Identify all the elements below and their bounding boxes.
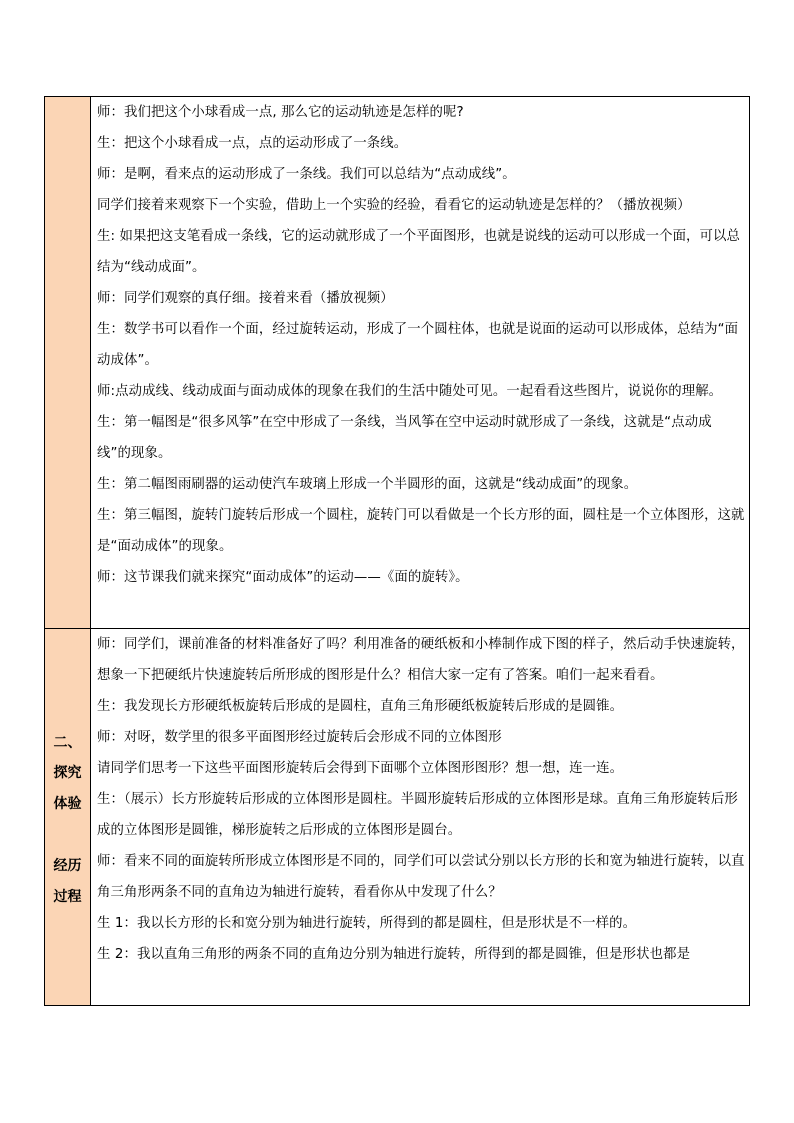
section-label-number: 二、 [53, 735, 82, 751]
dialogue-paragraph: 生: 如果把这支笔看成一条线，它的运动就形成了一个平面图形，也就是说线的运动可以形成一个面，可以总结为“线动成面”。 [97, 229, 741, 275]
dialogue-paragraph: 生 1：我以长方形的长和宽分别为轴进行旋转，所得到的都是圆柱，但是形状是不一样的。 [97, 916, 637, 931]
dialogue-paragraph: 同学们接着来观察下一个实验，借助上一个实验的经验，看看它的运动轨迹是怎样的？（播放视频） [97, 198, 691, 213]
section-label-cell-empty [45, 97, 91, 629]
section-label-line: 探究 [53, 765, 82, 781]
dialogue-paragraph: 生：第二幅图雨刷器的运动使汽车玻璃上形成一个半圆形的面，这就是“线动成面”的现象。 [97, 477, 638, 492]
section-label-cell [45, 629, 91, 1006]
dialogue-paragraph: 师：对呀，数学里的很多平面图形经过旋转后会形成不同的立体图形 [97, 730, 502, 745]
dialogue-paragraph: 生：数学书可以看作一个面，经过旋转运动，形成了一个圆柱体，也就是说面的运动可以形成体，总结为“面动成体”。 [97, 322, 739, 368]
dialogue-paragraph: 生：把这个小球看成一点，点的运动形成了一条线。 [97, 136, 408, 151]
dialogue-paragraph: 生：第一幅图是“很多风筝”在空中形成了一条线，当风筝在空中运动时就形成了一条线，这就是“点动成线”的现象。 [97, 415, 712, 461]
table-row-explore [45, 629, 750, 1006]
dialogue-paragraph: 生 2：我以直角三角形的两条不同的直角边分别为轴进行旋转，所得到的都是圆锥，但是形状也都是 [97, 947, 691, 962]
dialogue-paragraph: 师：这节课我们就来探究“面动成体”的运动——《面的旋转》。 [97, 570, 469, 585]
section-label-line: 过程 [53, 889, 82, 905]
dialogue-paragraph: 师:点动成线、线动成面与面动成体的现象在我们的生活中随处可见。一起看看这些图片，说说你的理解。 [97, 384, 723, 399]
lesson-plan-table [44, 96, 750, 1006]
section-label-line: 经历 [53, 858, 82, 874]
section-label-line: 体验 [53, 796, 82, 812]
dialogue-paragraph: 请同学们思考一下这些平面图形旋转后会得到下面哪个立体图形图形？想一想，连一连。 [97, 761, 624, 776]
dialogue-paragraph: 师：看来不同的面旋转所形成立体图形是不同的，同学们可以尝试分别以长方形的长和宽为轴进行旋转，以直角三角形两条不同的直角边为轴进行旋转，看看你从中发现了什么？ [97, 854, 745, 900]
dialogue-paragraph: 生：我发现长方形硬纸板旋转后形成的是圆柱，直角三角形硬纸板旋转后形成的是圆锥。 [97, 699, 624, 714]
dialogue-paragraph: 生：第三幅图，旋转门旋转后形成一个圆柱，旋转门可以看做是一个长方形的面，圆柱是一个立体图形，这就是“面动成体”的现象。 [97, 508, 745, 554]
section-label [45, 629, 90, 1005]
dialogue-paragraph: 生：（展示）长方形旋转后形成的立体图形是圆柱。半圆形旋转后形成的立体图形是球。直角三角形旋转后形成的立体图形是圆锥，梯形旋转之后形成的立体图形是圆台。 [97, 792, 738, 838]
dialogue-paragraph: 师：同学们，课前准备的材料准备好了吗？利用准备的硬纸板和小棒制作成下图的样子，然后动手快速旋转，想象一下把硬纸片快速旋转后所形成的图形是什么？相信大家一定有了答案。咱们一起来看看。 [97, 637, 745, 683]
dialogue-paragraph: 师：是啊，看来点的运动形成了一条线。我们可以总结为“点动成线”。 [97, 167, 516, 182]
content-cell-intro [91, 97, 750, 629]
content-cell-explore [91, 629, 750, 1006]
dialogue-paragraph: 师：我们把这个小球看成一点, 那么它的运动轨迹是怎样的呢? [97, 105, 464, 120]
dialogue-paragraph: 师：同学们观察的真仔细。接着来看（播放视频） [97, 291, 394, 306]
table-row-intro [45, 97, 750, 629]
